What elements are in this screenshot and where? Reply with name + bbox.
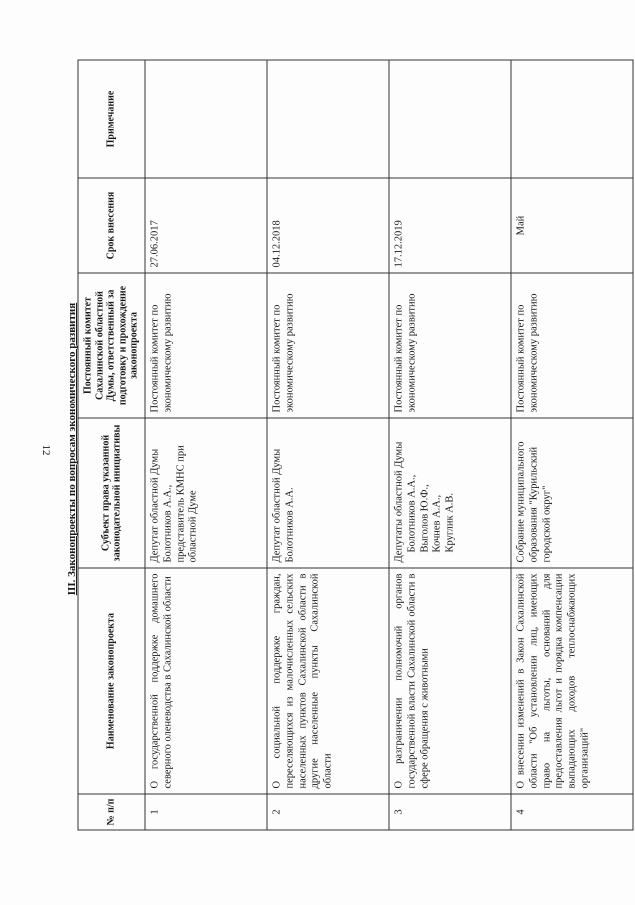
header-subject: Субъект права указанной законодательной инициативы [78,418,145,568]
bill-name: О государственной поддержке домашнего северного оленеводства в Сахалинской области [145,568,267,794]
header-note: Примечание [78,60,145,178]
row-num: 1 [145,794,267,830]
bill-deadline: 17.12.2019 [389,178,511,273]
table-row [267,60,389,830]
subject-heading: Депутаты областной Думы [393,441,405,563]
section-title: III. Законопроекты по вопросам экономического развития [66,302,78,596]
subject-name: Круглик А.В. [444,492,456,553]
bill-deadline: 27.06.2017 [145,178,267,273]
bill-note [389,60,511,178]
page-number: 12 [40,444,52,456]
bill-subject [389,418,511,568]
subject-name-list [406,424,457,563]
bill-committee: Постоянный комитет по экономическому развитию [267,273,389,418]
subject-name: Болотников А.А., [406,474,418,553]
table-row [389,60,511,830]
bill-note [145,60,267,178]
table-header-row [78,60,145,830]
bill-name: О социальной поддержке граждан, переселяющихся из малочисленных сельских населенных пунктов Сахалинской области в другие населенные пункты Сахалинской области [267,568,389,794]
header-bill-name: Наименование законопроекта [78,568,145,794]
bill-note [267,60,389,178]
row-num: 4 [511,794,633,830]
bill-name: О разграничении полномочий органов государственной власти Сахалинской области в сфере обращения с животными [389,568,511,794]
table-row [145,60,267,830]
bill-subject: Собрание муниципального образования "Курильский городской округ" [511,418,633,568]
bill-name: О внесении изменений в Закон Сахалинской области "Об установлении лиц, имеющих право на льготы, оснований для предоставления льгот и порядка компенсации выпадающих доходов теплоснабжающих организаций" [511,568,633,794]
header-deadline: Срок внесения [78,178,145,273]
table-row [511,60,633,830]
bill-committee: Постоянный комитет по экономическому развитию [145,273,267,418]
header-committee: Постоянный комитет Сахалинской областной Думы, ответственный за подготовку и прохождение законопроекта [78,273,145,418]
bill-subject: Депутат областной Думы Болотников А.А., представитель КМНС при областной Думе [145,418,267,568]
bill-deadline: Май [511,178,633,273]
row-num: 3 [389,794,511,830]
bills-table [78,60,634,831]
bill-deadline: 04.12.2018 [267,178,389,273]
header-num: № п/п [78,794,145,830]
bill-committee: Постоянный комитет по экономическому развитию [389,273,511,418]
subject-name: Выголов Ю.Ф., [419,484,431,553]
bill-note [511,60,633,178]
bill-subject: Депутат областной Думы Болотников А.А. [267,418,389,568]
row-num: 2 [267,794,389,830]
subject-name: Кочнев А.А., [431,494,443,553]
bill-committee: Постоянный комитет по экономическому развитию [511,273,633,418]
